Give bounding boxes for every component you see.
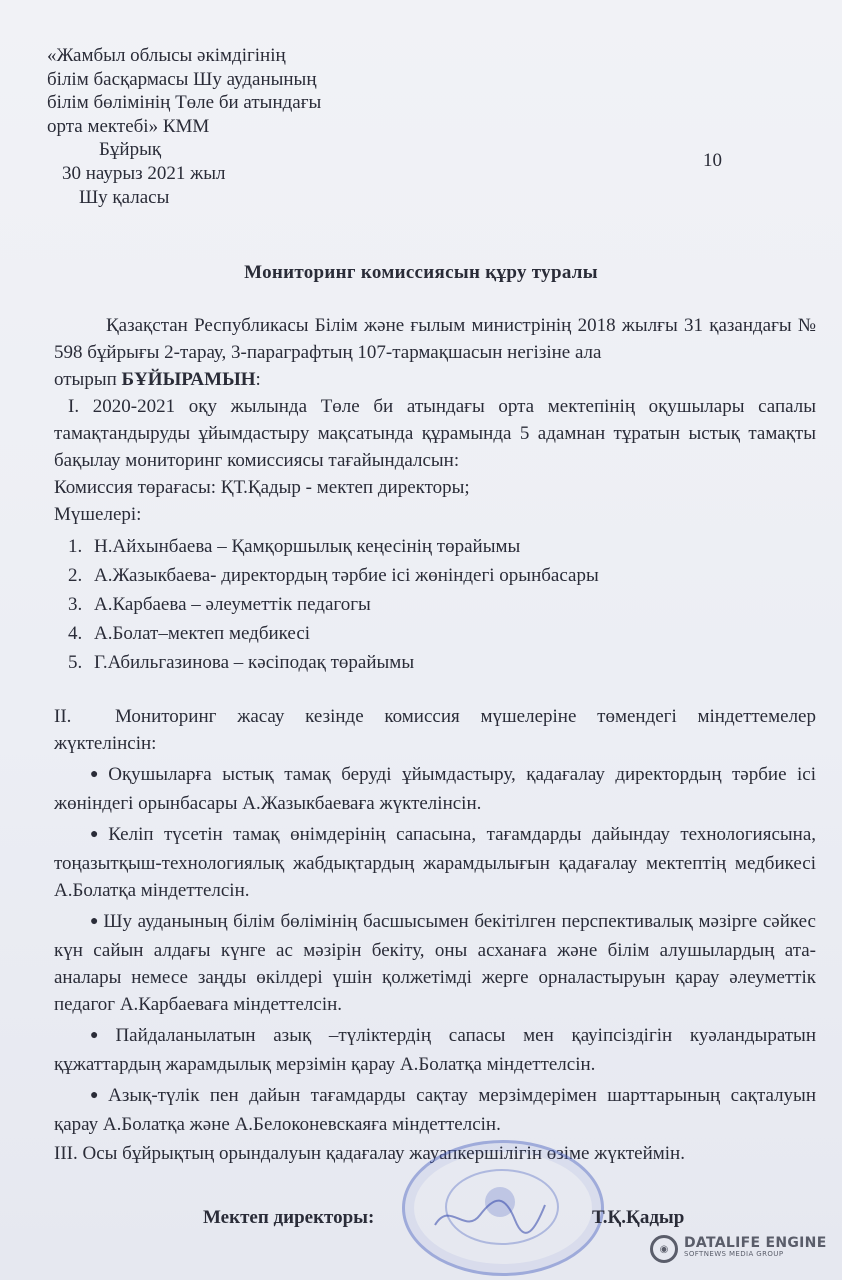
bullet-icon: ● — [90, 827, 105, 842]
signature-name: Т.Қ.Қадыр — [592, 1207, 685, 1228]
preamble-colon: : — [255, 369, 261, 390]
member-item: 3. А.Карбаева – әлеуметтік педагогы — [68, 594, 371, 615]
member-item: 4. А.Болат–мектеп медбикесі — [68, 623, 311, 644]
handwritten-signature-icon — [430, 1190, 550, 1240]
section-1-text: I. 2020-2021 оқу жылында Төле би атындағы орта мектепінің оқушылары сапалы тамақтандыруды ұйымдастыру мақсатында құрамында 5 адамнан тұратын ыстық тамақты бақылау мониторинг комиссиясы тағайындалсын: — [54, 396, 816, 471]
preamble-line-1: Қазақстан Республикасы Білім және ғылым министрінің 2018 жылғы 31 — [106, 315, 703, 336]
order-word: БҰЙЫРАМЫН — [121, 369, 256, 390]
bullet-icon: ● — [90, 767, 105, 782]
duty-item: ● Келіп түсетін тамақ өнімдерінің сапасына, тағамдарды дайындау технологиясына, тоңазытқыш-технологиялық жабдықтардың жарамдылығын қадағалау мектептің медбикесі А.Болатқа міндеттелсін. — [54, 824, 817, 901]
document-number: 10 — [703, 150, 722, 171]
duty-item: ● Оқушыларға ыстық тамақ беруді ұйымдастыру, қадағалау директордың тәрбие ісі жөніндегі орынбасары А.Жазыкбаеваға жүктелінсін. — [54, 764, 816, 814]
watermark-brand: DATALIFE ENGINE — [684, 1235, 827, 1251]
member-item: 2. А.Жазыкбаева- директордың тәрбие ісі жөніндегі орынбасары — [68, 565, 599, 586]
document-type: Бұйрық — [99, 139, 162, 161]
document-date: 30 наурыз 2021 жыл — [62, 162, 226, 184]
signature-role: Мектеп директоры: — [203, 1207, 375, 1228]
bullet-icon: ● — [90, 1028, 112, 1043]
section-2-intro: II. Мониторинг жасау кезінде комиссия мүшелеріне төмендегі міндеттемелер жүктелінсін: — [54, 703, 816, 757]
preamble — [54, 312, 816, 366]
commission-chair: Комиссия төрағасы: ҚТ.Қадыр - мектеп директоры; — [54, 477, 470, 498]
section-3-text: III. Осы бұйрықтың орындалуын қадағалау жауапкершілігін өзіме жүктеймін. — [54, 1143, 685, 1164]
org-name-line-4: орта мектебі» КММ — [47, 115, 210, 137]
document-city: Шу қаласы — [79, 186, 170, 208]
document-body — [54, 312, 816, 1167]
document-title: Мониторинг комиссиясын құру туралы — [244, 262, 598, 283]
member-item: 1. Н.Айхынбаева – Қамқоршылық кеңесінің төрайымы — [68, 536, 521, 557]
preamble-line-3 — [54, 366, 816, 393]
preamble-line-2: қазандағы № 598 бұйрығы 2-тарау, 3-параграфтың 107-тармақшасын негізіне ала — [54, 315, 817, 363]
preamble-start: отырып — [54, 369, 117, 390]
member-item: 5. Г.Абильгазинова – кәсіподақ төрайымы — [68, 652, 415, 673]
datalife-logo-icon: ◉ — [650, 1235, 678, 1263]
document-header — [47, 44, 321, 209]
members-label: Мүшелері: — [54, 504, 142, 525]
watermark — [650, 1234, 827, 1264]
org-name-line-2: білім басқармасы Шу ауданының — [47, 68, 317, 90]
section-2-label: II. — [54, 706, 72, 727]
bullet-icon: ● — [90, 914, 100, 929]
org-name-line-1: «Жамбыл облысы әкімдігінің — [47, 45, 286, 66]
members-list — [54, 532, 816, 677]
bullet-icon: ● — [90, 1088, 105, 1103]
duty-item: ● Азық-түлік пен дайын тағамдарды сақтау мерзімдерімен шарттарының сақталуын қарау А.Болатқа және А.Белоконевскаяға міндеттелсін. — [54, 1085, 816, 1135]
duty-item: ● Пайдаланылатын азық –түліктердің сапасы мен қауіпсіздігін куәландыратын құжаттардың жарамдылық мерзімін қарау А.Болатқа міндеттелсін. — [54, 1025, 816, 1075]
org-name-line-3: білім бөлімінің Төле би атындағы — [47, 92, 322, 114]
watermark-sub: SOFTNEWS MEDIA GROUP — [684, 1250, 784, 1258]
duty-item: ● Шу ауданының білім бөлімінің басшысымен бекітілген перспективалық мәзірге сәйкес күн сайын алдағы күнге ас мәзірін бекіту, оны асханаға және білім алушылардың ата-аналары немесе заңды өкілдері үшін қолжетімді жерге орналастыруын қарау әлеуметтік педагог А.Карбаеваға міндеттелсін. — [54, 911, 816, 1015]
